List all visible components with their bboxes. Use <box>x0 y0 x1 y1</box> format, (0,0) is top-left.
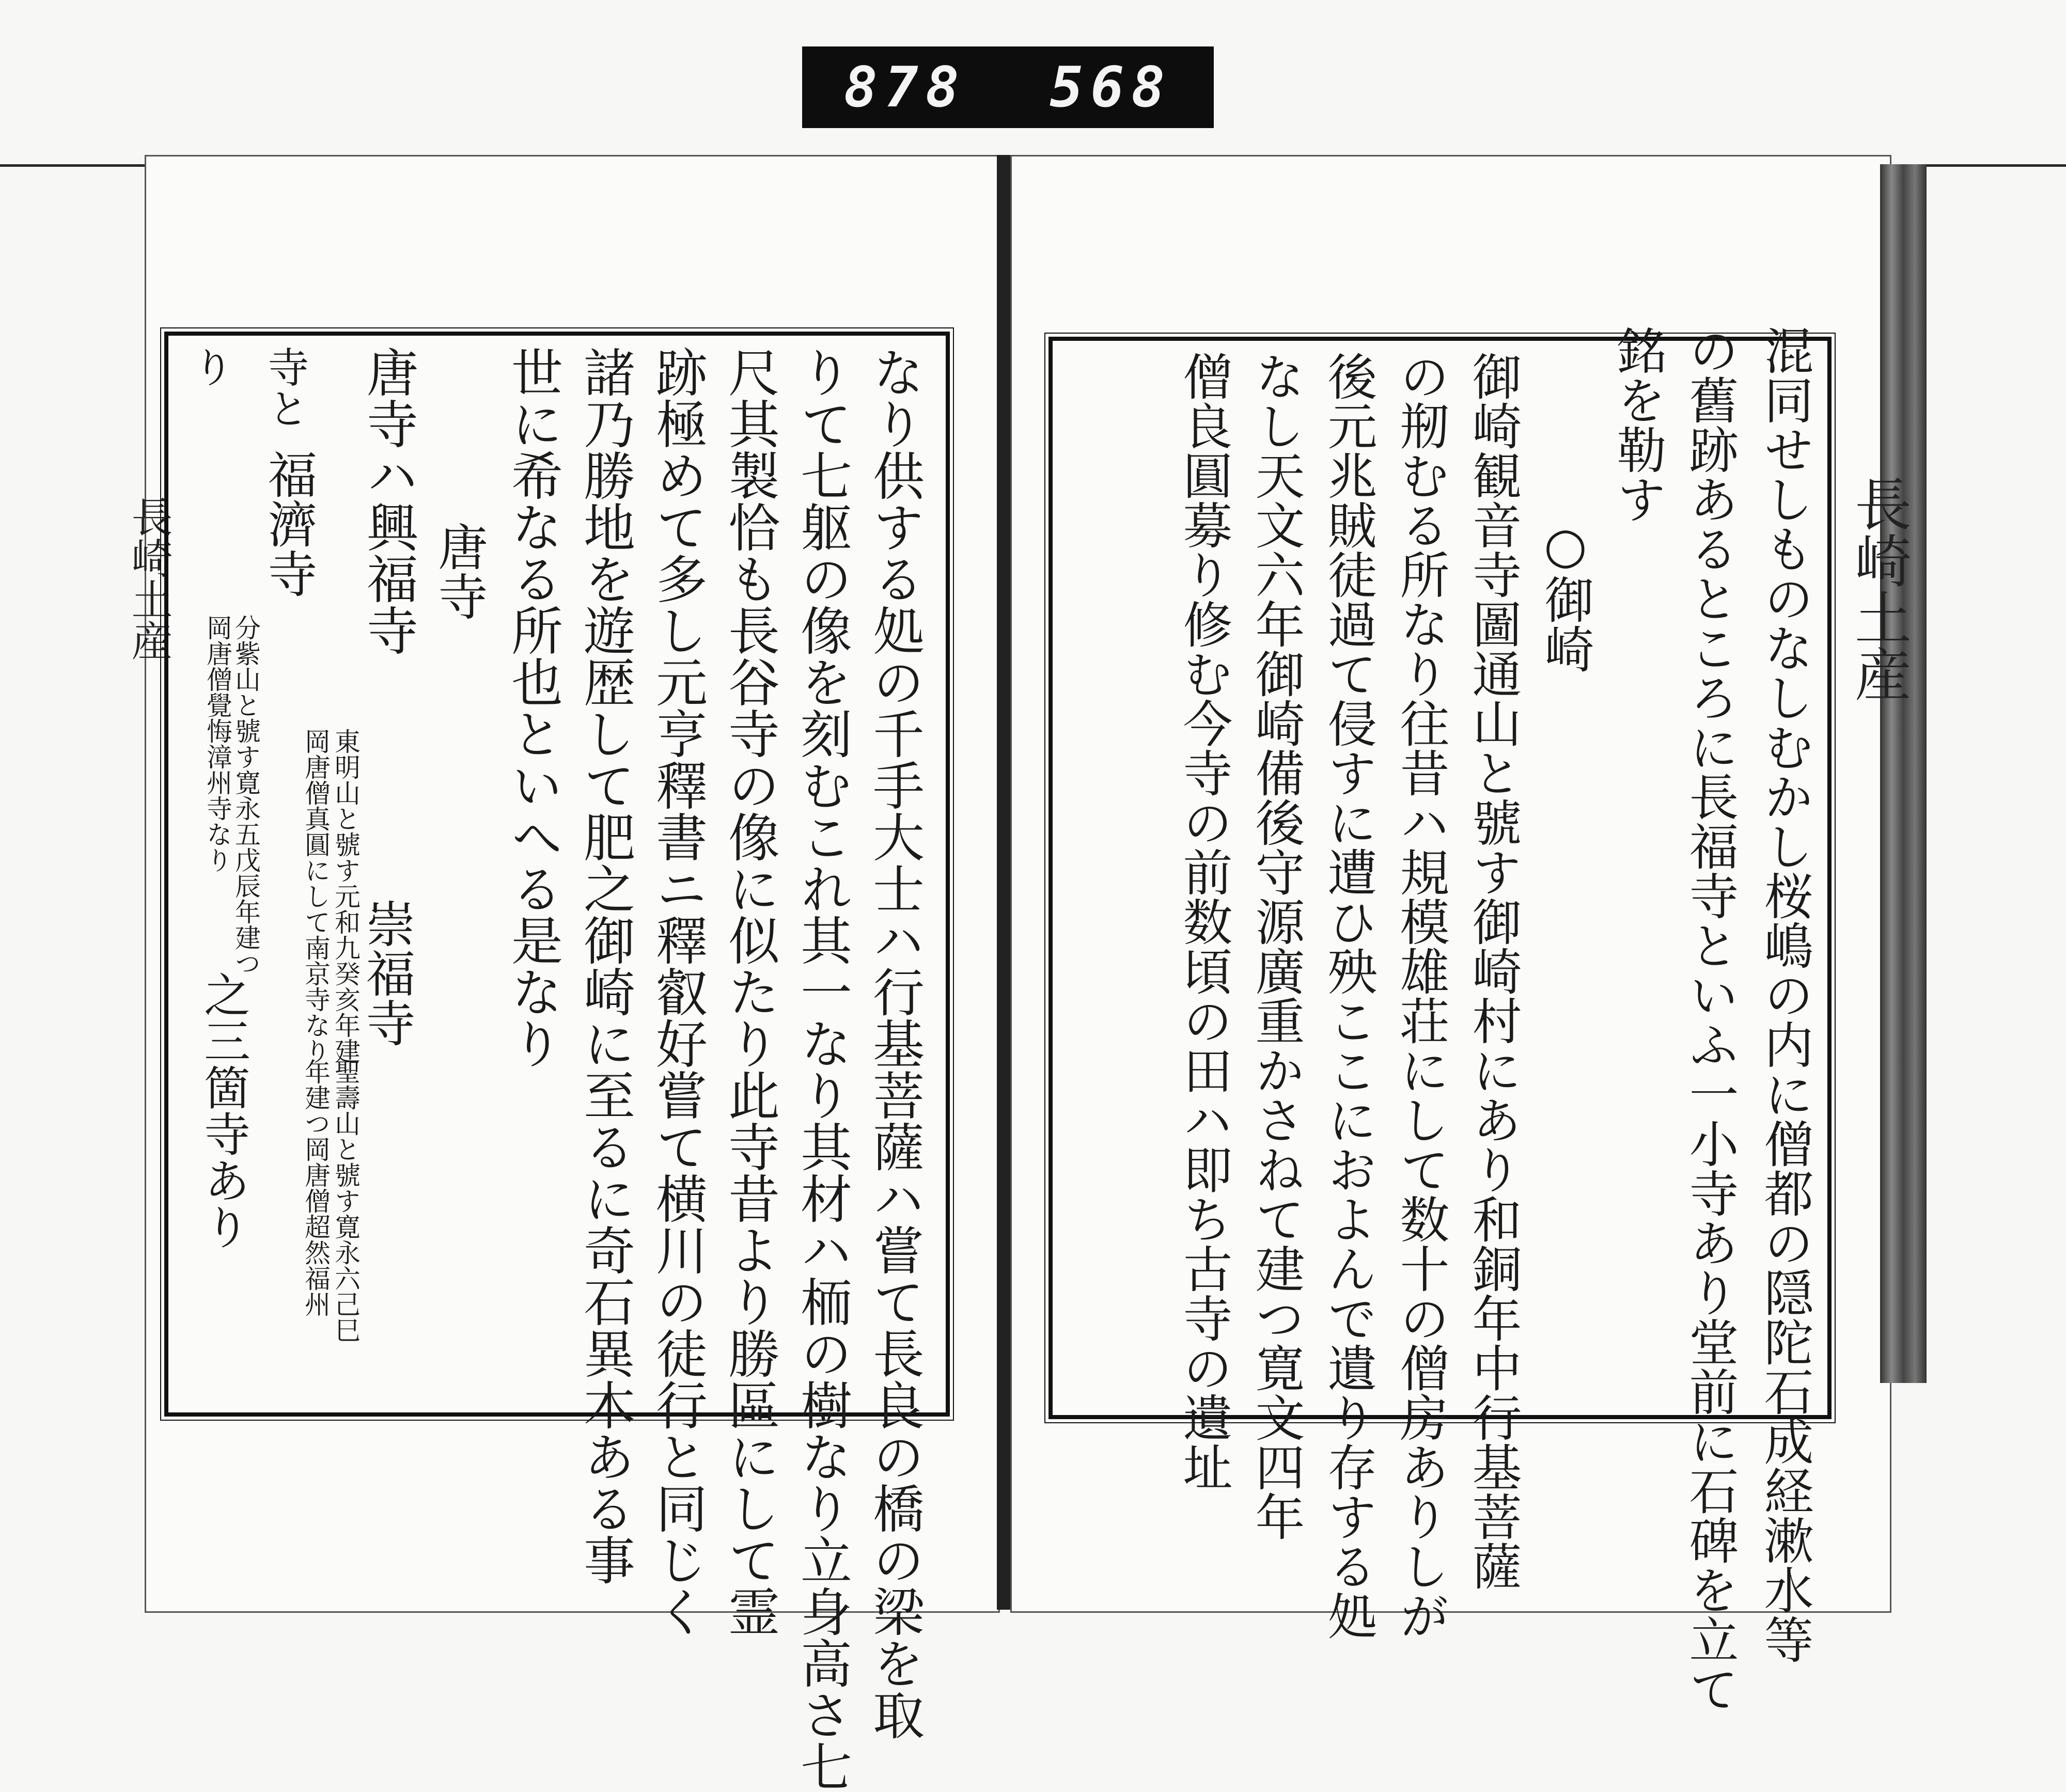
page-stack-edge <box>1880 164 1927 1383</box>
text-column: なし天文六年御崎備後守源廣重かさねて建つ寛文四年 <box>1247 351 1305 1541</box>
text-column: 銘を勒す <box>1609 325 1667 524</box>
text-column: 混同せしものなしむかし桜嶋の内に僧都の隠陀石成経漱水等 <box>1756 325 1814 1664</box>
annotation-note: 分紫山と號す寛永五戊辰年建つ <box>231 615 261 976</box>
text-column: 御崎観音寺圖通山と號す御崎村にあり和銅年中行基菩薩 <box>1464 351 1522 1591</box>
text-column: の剏むる所なり往昔ハ規模雄荘にして数十の僧房ありしが <box>1392 351 1450 1640</box>
text-column: 諸乃勝地を遊歴して肥之御崎に至るに奇石異木ある事 <box>575 346 635 1585</box>
text-column: りて七躯の像を刻むこれ其一なり其材ハ栭の樹なり立身高さ七 <box>792 346 852 1792</box>
section-heading: 唐寺 <box>430 522 488 621</box>
annotation-note: 聖壽山と號す寛永六己巳 <box>331 1059 361 1343</box>
frame-number-stamp <box>802 46 1214 128</box>
annotation-note: 岡唐僧真圓にして南京寺なり <box>301 728 331 1064</box>
annotation-note: 年建つ岡唐僧超然福州 <box>301 1059 331 1317</box>
text-column: 跡極めて多し元亨釋書ニ釋叡好嘗て横川の徒行と同じく <box>647 346 708 1637</box>
text-column: 尺其製恰も長谷寺の像に似たり此寺昔より勝區にして霊 <box>719 346 780 1637</box>
text-column: り <box>186 346 234 387</box>
frame-number-left: 878 <box>843 55 966 120</box>
right-spine-label: 長崎土産 <box>1845 475 1912 702</box>
annotation-note: 岡唐僧覺悔漳州寺なり <box>202 615 232 873</box>
left-spine-label: 長崎土産 <box>124 496 173 661</box>
section-heading: ○御崎 <box>1537 516 1594 673</box>
right-text-frame <box>1048 325 1832 1714</box>
temple-name: 福濟寺 <box>260 449 318 598</box>
text-column: なり供する処の千手大士ハ行基菩薩ハ嘗て長良の橋の梁を取 <box>864 346 925 1740</box>
temple-name: 崇福寺 <box>358 899 416 1047</box>
text-column: 後元兆賊徒過て侵すに遭ひ殃ここにおよんで遺り存する処 <box>1320 351 1378 1640</box>
text-column: 世に希なる所也といへる是なり <box>503 346 563 1069</box>
frame-number-right: 568 <box>1050 55 1172 120</box>
text-column: の舊跡あるところに長福寺といふ一小寺あり堂前に石碑を立て <box>1681 325 1739 1714</box>
book-gutter <box>997 155 1010 1610</box>
text-column: 僧良圓募り修む今寺の前数頃の田ハ即ち古寺の遺址 <box>1175 351 1233 1491</box>
text-column: 寺と <box>261 346 309 429</box>
text-column: 唐寺ハ興福寺 <box>358 346 418 656</box>
left-text-frame <box>164 332 950 1792</box>
text-column: 之三箇寺あり <box>196 971 250 1250</box>
annotation-note: 東明山と號す元和九癸亥年建 <box>331 728 361 1064</box>
